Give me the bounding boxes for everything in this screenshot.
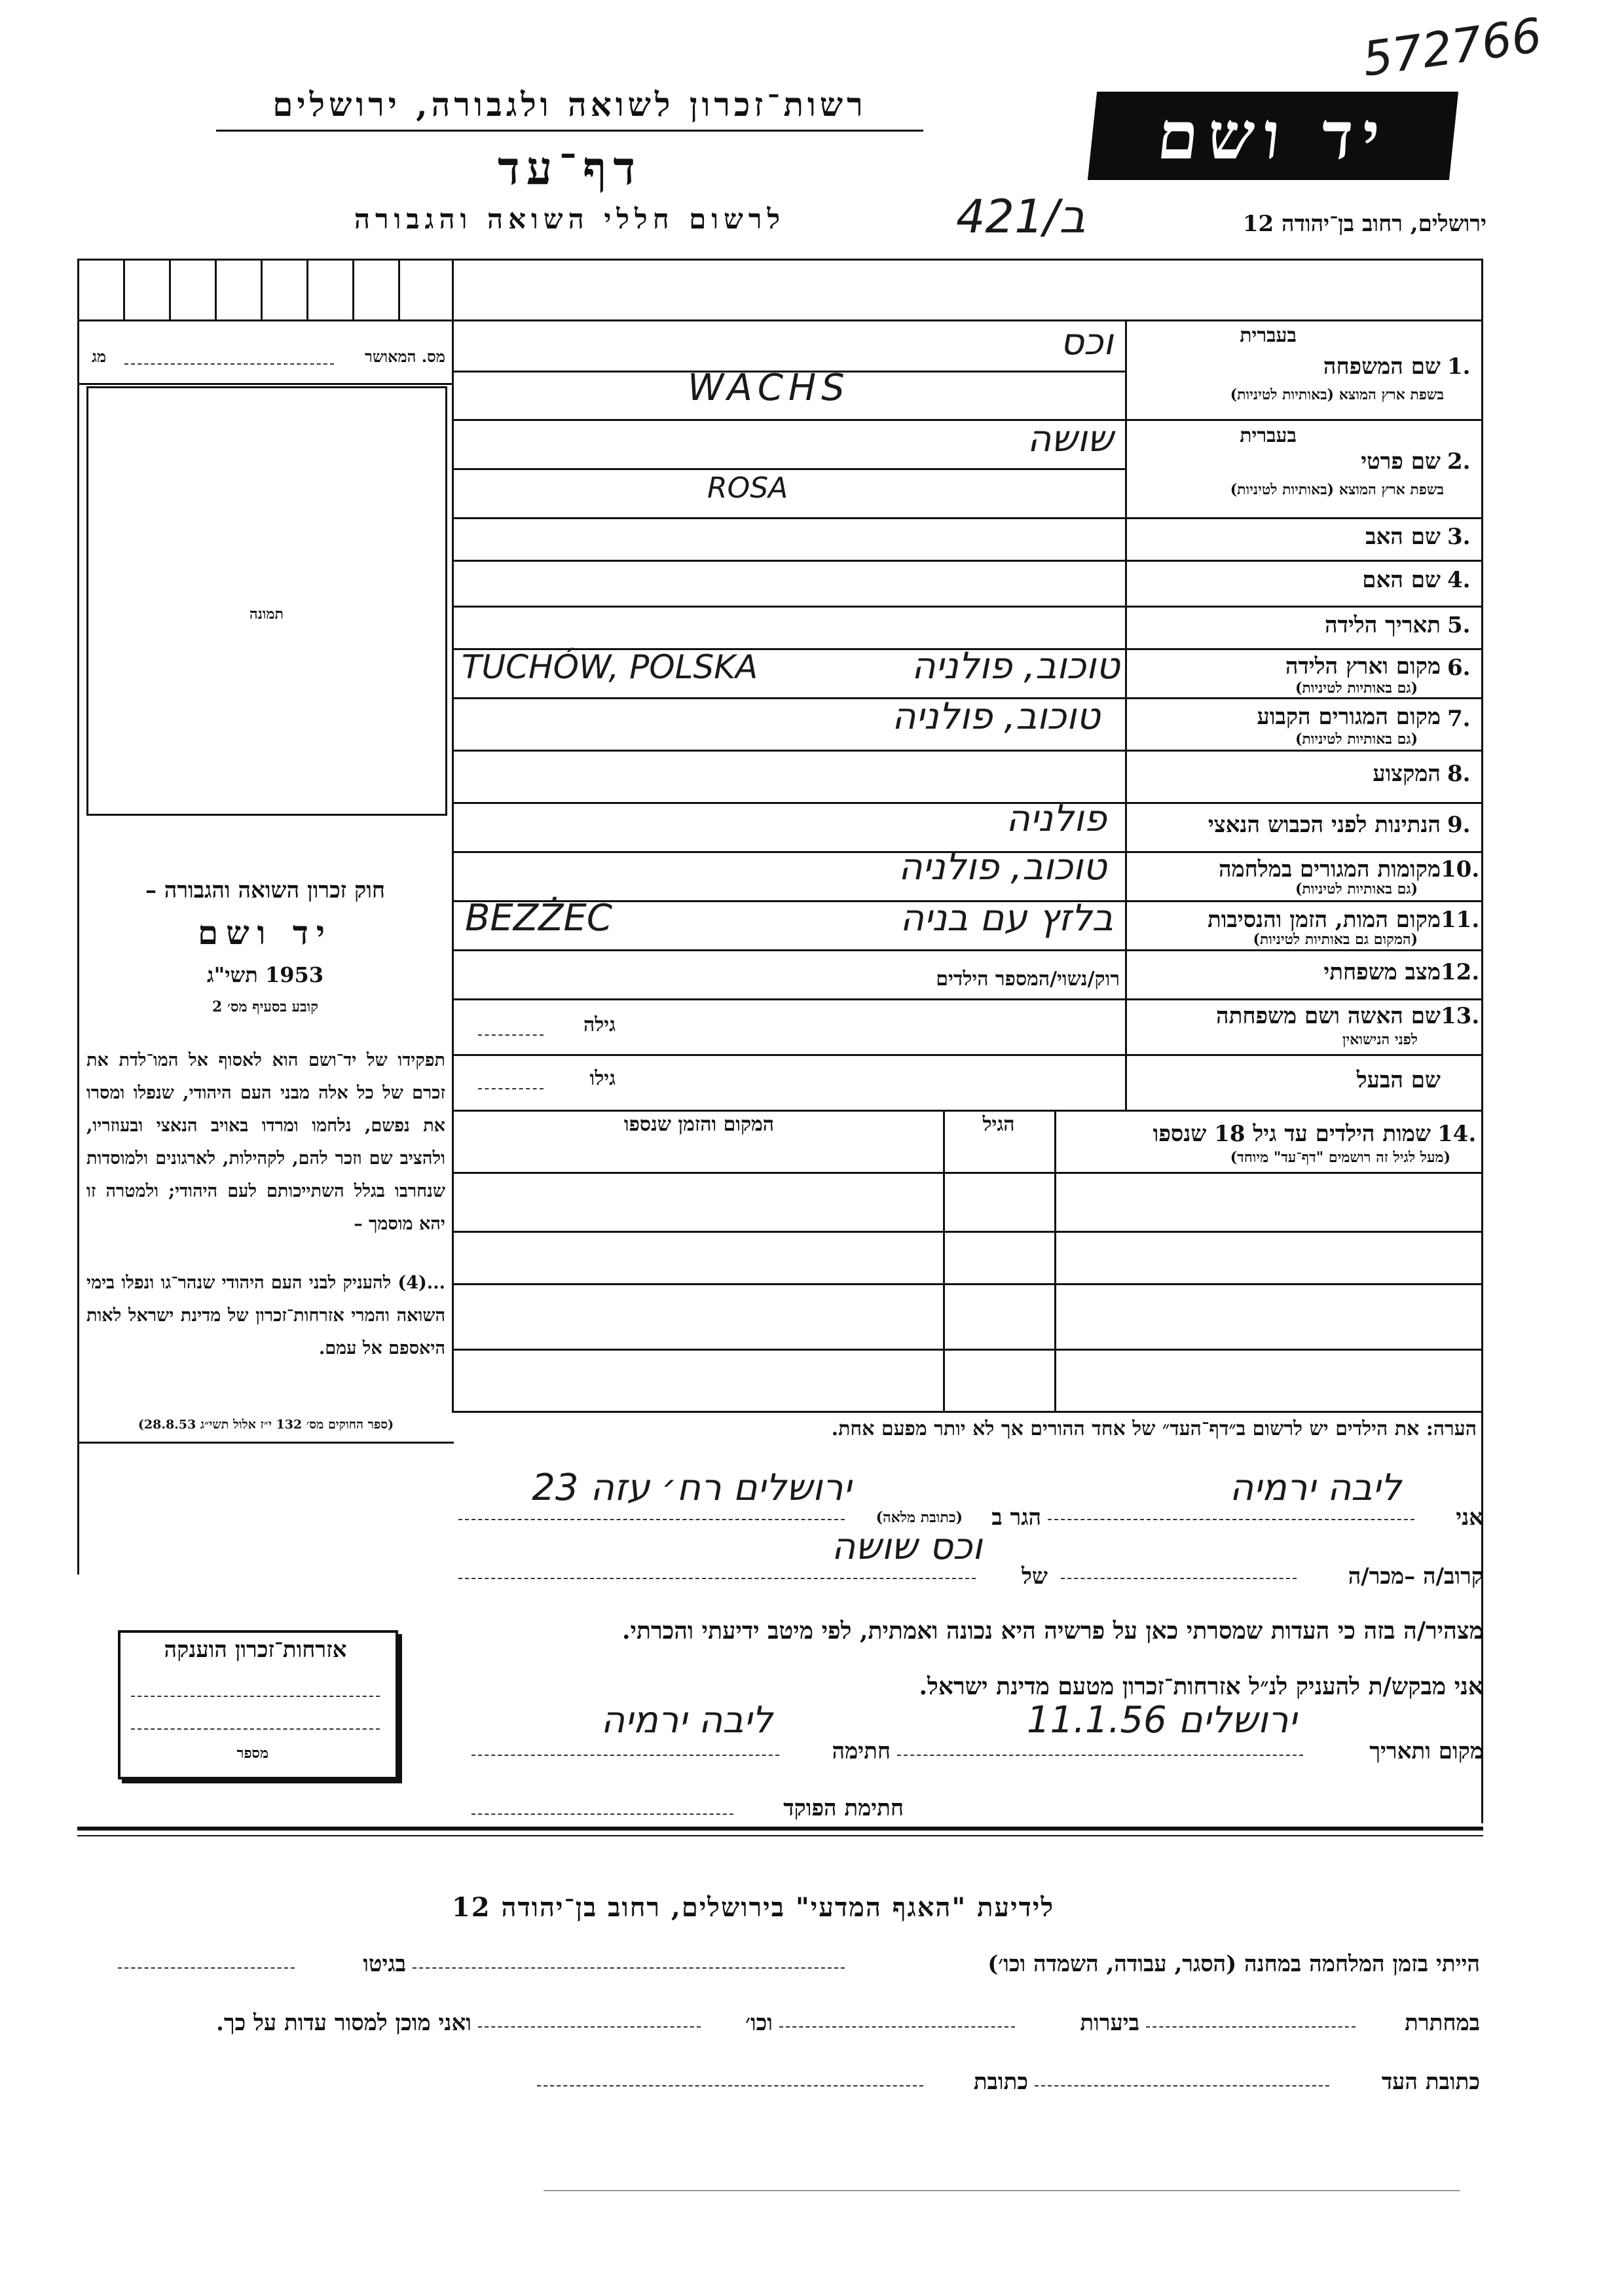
row-line	[452, 750, 1483, 752]
law-org: יד ושם	[198, 913, 333, 952]
bottom-line2-mid-dash	[779, 2026, 1015, 2028]
row-line	[452, 468, 1126, 470]
field-3-label: שם האב	[1365, 524, 1441, 550]
serial-divider	[77, 383, 454, 385]
hw-birthplace-he: טוכוב, פולניה	[911, 645, 1120, 687]
field-7-num: 7.	[1447, 706, 1471, 732]
children-row-line	[452, 1349, 1483, 1351]
yad-vashem-logo	[1088, 92, 1458, 180]
row-line	[452, 1054, 1483, 1056]
row-line	[452, 560, 1483, 562]
law-box-bottom	[77, 1442, 454, 1444]
wife-age-line	[478, 1034, 544, 1036]
box-divider	[261, 259, 263, 319]
hw-nationality-he: פולניה	[1006, 797, 1107, 840]
field-10-num: 10.	[1441, 856, 1480, 883]
row-line	[452, 998, 1483, 1000]
relation-line	[1061, 1578, 1297, 1579]
witness-full-address-label: (כתובת מלאה)	[876, 1509, 963, 1526]
registrar-signature-label: חתימת הפוקד	[783, 1795, 904, 1821]
photo-box	[86, 386, 447, 816]
authority-title-underline	[216, 130, 923, 132]
registrar-line	[471, 1813, 733, 1815]
box-divider	[306, 259, 308, 319]
stamp-number-label: מספר	[236, 1745, 268, 1762]
left-column-divider	[452, 259, 454, 1411]
hw-death-latin: BEZŻEC	[465, 897, 613, 939]
section-separator	[77, 1827, 1483, 1831]
law-section: קובע בסעיף מס׳ 2	[212, 998, 319, 1015]
row-line	[452, 1110, 1483, 1112]
fields-bottom-line	[452, 1411, 1483, 1413]
reference-number: 572766	[1359, 7, 1545, 87]
serial-label: מס. המאושר	[365, 347, 445, 366]
field-1-sub: בשפת ארץ המוצא (באותיות לטיניות)	[1230, 386, 1444, 403]
field-5-label: תאריך הלידה	[1324, 612, 1441, 638]
hw-witness-name: ליבה ירמיה	[1229, 1467, 1401, 1509]
box-divider	[123, 259, 125, 319]
box-divider	[398, 259, 400, 319]
hw-surname-latin: WACHS	[688, 367, 850, 409]
hw-birthplace: TUCHÓW, POLSKA	[462, 648, 758, 686]
note: הערה: את הילדים יש לרשום ב״דף־העד״ של אחד ההורים אך לא יותר מפעם אחת.	[831, 1417, 1477, 1440]
field-7-label: מקום המגורים הקבוע	[1257, 704, 1441, 730]
hw-signature: ליבה ירמיה	[600, 1699, 773, 1741]
children-header-line	[452, 1172, 1483, 1174]
frame-top	[77, 259, 1483, 261]
serial-line	[124, 363, 334, 365]
husband-label: שם הבעל	[1356, 1067, 1441, 1093]
photo-label: תמונה	[249, 606, 284, 623]
field-1-num: 1.	[1447, 354, 1471, 380]
children-label: שמות הילדים עד גיל 18 שנספו	[1153, 1121, 1431, 1147]
signature-label: חתימה	[832, 1738, 891, 1764]
sheet-number: 421/ב	[956, 190, 1086, 244]
field-2-sub: בשפת ארץ המוצא (באותיות לטיניות)	[1230, 481, 1444, 498]
field-2-label: שם פרטי	[1361, 448, 1441, 475]
field-13-num: 13.	[1441, 1003, 1480, 1029]
bottom-line3-end-dash	[537, 2085, 923, 2086]
children-num: 14.	[1437, 1121, 1477, 1147]
bottom-line1-end: בגיטו	[363, 1951, 406, 1977]
field-4-label: שם האם	[1362, 567, 1441, 593]
box-row-bottom	[77, 319, 1483, 321]
hw-wartime-he: טוכוב, פולניה	[898, 846, 1107, 888]
bottom-scan-line	[544, 2190, 1460, 2191]
witness-i-label: אני	[1456, 1504, 1483, 1531]
declaration-2: אני מבקש/ת להעניק לנ״ל אזרחות־זכרון מטעם מדינת ישראל.	[919, 1673, 1483, 1700]
children-row-line	[452, 1283, 1483, 1285]
field-10-label: מקומות המגורים במלחמה	[1218, 856, 1441, 883]
bottom-line2-etc: וכו׳	[745, 2010, 773, 2036]
husband-age-label: גילו	[589, 1067, 616, 1090]
law-text-2: ...(4) להעניק לבני העם היהודי שנהר־גו ונפלו בימי השואה והמרי אזרחות־זכרון של מדינת ישראל לאות היאספם אל עמם.	[86, 1273, 445, 1358]
field-9-num: 9.	[1447, 812, 1471, 838]
stamp-line	[131, 1696, 380, 1697]
field-6-num: 6.	[1447, 655, 1471, 681]
bottom-line3-start: כתובת העד	[1381, 2069, 1480, 2095]
row-line	[452, 606, 1483, 608]
bottom-line2-mid: ביערות	[1080, 2010, 1139, 2036]
bottom-heading: לידיעת "האגף המדעי" בירושלים, רחוב בן־יהודה 12	[451, 1892, 1055, 1923]
logo-text: יד ושם	[1153, 97, 1393, 174]
field-3-num: 3.	[1447, 524, 1471, 550]
law-year: 1953 תשי"ג	[207, 962, 323, 987]
witness-name-line	[1048, 1519, 1414, 1520]
field-11-label: מקום המות, הזמן והנסיבות	[1207, 907, 1441, 933]
field-9-label: הנתינות לפני הכבוש הנאצי	[1208, 812, 1441, 838]
box-divider	[215, 259, 217, 319]
hw-witness-address: ירושלים רח׳ עזה 23	[532, 1467, 851, 1509]
hw-residence-he: טוכוב, פולניה	[891, 695, 1100, 738]
field-12-label: מצב משפחתי	[1323, 959, 1441, 985]
field-1-label: שם המשפחה	[1323, 354, 1441, 380]
field-8-num: 8.	[1447, 761, 1471, 787]
field-10-sub: (גם באותיות לטיניות)	[1295, 881, 1418, 898]
bottom-line3-end: כתובת	[973, 2069, 1028, 2095]
stamp-line	[131, 1728, 380, 1730]
hw-firstname-he: שושה	[1027, 418, 1113, 460]
declaration-1: מצהיר/ה בזה כי העדות שמסרתי כאן על פרשיה היא נכונה ואמתית, לפי מיטב ידיעתי והכרתי.	[622, 1617, 1483, 1645]
row-line	[452, 517, 1483, 519]
field-6-label: מקום וארץ הלידה	[1285, 653, 1441, 680]
marital-options: רוק/נשוי/המספר הילדים	[936, 968, 1120, 991]
bottom-line2-etc-dash	[478, 2026, 701, 2028]
bottom-line1-dash	[413, 1967, 845, 1969]
authority-title: רשות־זכרון לשואה ולגבורה, ירושלים	[272, 85, 867, 124]
field-11-sub: (המקום גם באותיות לטיניות)	[1253, 931, 1418, 948]
bottom-line1-end-dash	[118, 1967, 295, 1969]
witness-residing-label: הגר ב	[991, 1504, 1041, 1531]
bottom-line2-end: ואני מוכן למסור עדות על כך.	[216, 2010, 471, 2036]
field-2-num: 2.	[1447, 448, 1471, 475]
place-date-line	[897, 1755, 1303, 1756]
bottom-line2-dash	[1146, 2026, 1356, 2028]
address-line: ירושלים, רחוב בן־יהודה 12	[1242, 211, 1486, 237]
field-13-sub: לפני הנישואין	[1342, 1031, 1418, 1048]
field-8-label: המקצוע	[1373, 761, 1441, 787]
bottom-line2-start: במחתרת	[1405, 2010, 1480, 2036]
stamp-title: אזרחות־זכרון הוענקה	[164, 1637, 347, 1663]
row-line	[452, 949, 1483, 951]
section-separator-thin	[77, 1835, 1483, 1836]
field-13-label: שם האשה ושם משפחתה	[1216, 1003, 1441, 1029]
law-footer: (ספר החוקים מס׳ 132 י״ז אלול תשי״ג 28.8.53)	[138, 1417, 394, 1432]
children-age-divider-right	[1054, 1110, 1056, 1411]
bottom-line3-dash	[1035, 2085, 1329, 2086]
children-place-header: המקום והזמן שנספו	[623, 1113, 775, 1136]
box-divider	[352, 259, 354, 319]
field-6-sub: (גם באותיות לטיניות)	[1295, 680, 1418, 697]
frame-left	[77, 259, 79, 1575]
form-title: דף־עד	[497, 141, 642, 195]
witness-relation-label: קרוב/ה –מכר/ה	[1348, 1563, 1483, 1590]
hw-surname-he: וכס	[1060, 321, 1113, 363]
field-7-sub: (גם באותיות לטיניות)	[1295, 731, 1418, 748]
field-11-num: 11.	[1441, 907, 1480, 933]
witness-address-line	[458, 1519, 845, 1520]
bottom-line1: הייתי בזמן המלחמה במחנה (הסגר, עבודה, השמדה וכו׳)	[987, 1951, 1480, 1977]
law-text-1: תפקידו של יד־ושם הוא לאסוף אל המו־לדת את זכרם של כל אלה מבני העם היהודי, שנפלו ומסרו את נפשם, נלחמו ומרדו באויב הנאצי ובעוזריו, ולהציב שם וזכר להם, לקהילות, לארגונים ולמוסדות שנחרבו בגלל השתייכותם לעם היהודי; ולמטרה זו יהא מוסמך –	[86, 1050, 445, 1234]
of-line	[458, 1578, 976, 1579]
law-title: חוק זכרון השואה והגבורה –	[145, 877, 386, 903]
field-4-num: 4.	[1447, 567, 1471, 593]
children-sub: (מעל לגיל זה רושמים "דף־עד" מיוחד)	[1230, 1149, 1450, 1166]
hw-death-he: בלזץ עם בניה	[900, 897, 1113, 939]
serial-suffix: מג	[92, 347, 107, 366]
children-age-header: הגיל	[982, 1113, 1015, 1136]
field-2-lang: בעברית	[1240, 424, 1297, 447]
witness-of-label: של	[1022, 1563, 1048, 1590]
place-date-label: מקום ותאריך	[1369, 1738, 1483, 1764]
field-5-num: 5.	[1447, 612, 1471, 638]
husband-age-line	[478, 1088, 544, 1089]
hw-sign-place-date: ירושלים 11.1.56	[1026, 1699, 1297, 1741]
signature-line	[471, 1755, 779, 1756]
label-divider	[1125, 319, 1127, 1110]
hw-firstname-latin: ROSA	[707, 471, 788, 505]
children-age-divider-left	[943, 1110, 945, 1411]
form-subtitle: לרשום חללי השואה והגבורה	[354, 203, 786, 235]
field-1-lang: בעברית	[1240, 324, 1297, 347]
box-divider	[169, 259, 171, 319]
field-12-num: 12.	[1441, 959, 1480, 985]
children-row-line	[452, 1231, 1483, 1233]
wife-age-label: גילה	[583, 1013, 616, 1036]
hw-witness-relation: וכס שושה	[831, 1525, 982, 1568]
